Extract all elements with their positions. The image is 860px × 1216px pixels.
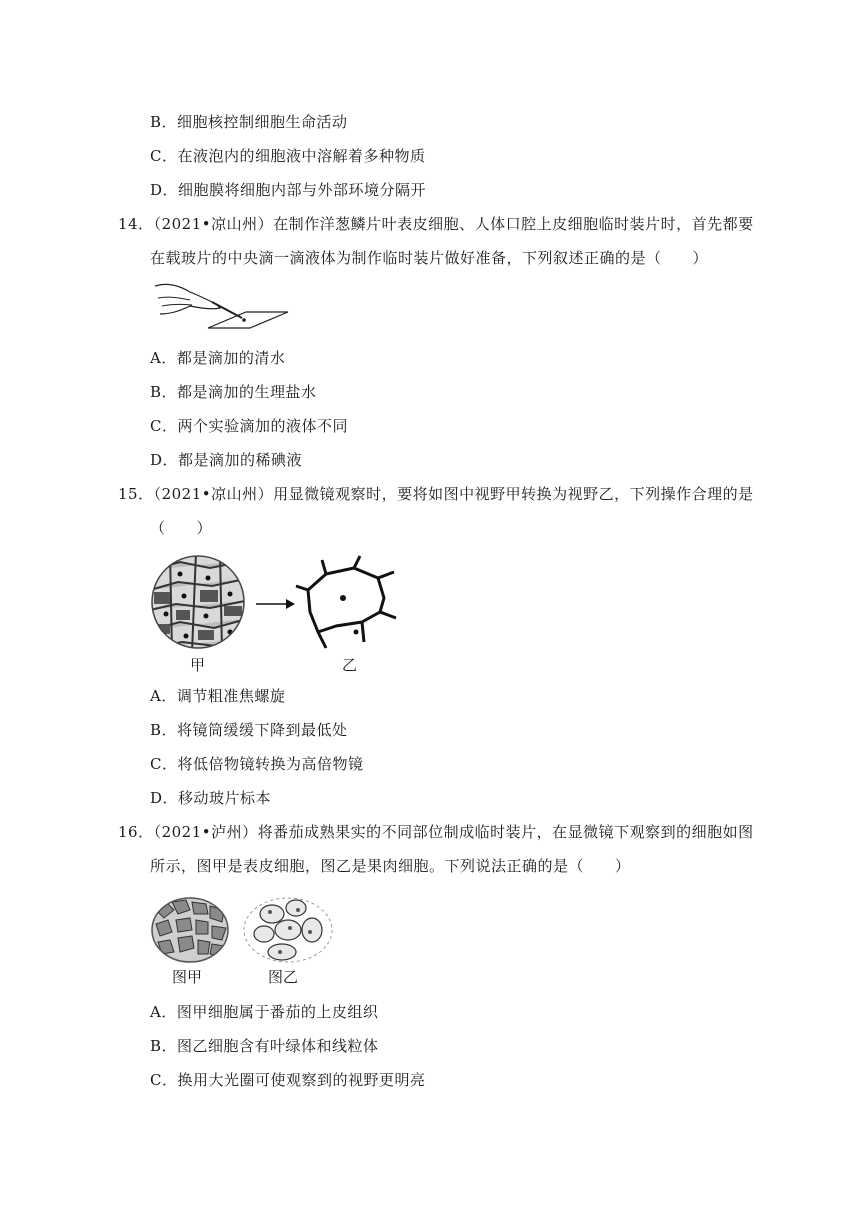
q14-stem-line2: 在载玻片的中央滴一滴液体为制作临时装片做好准备，下列叙述正确的是（ ） [150, 249, 709, 267]
q15-option-d: D．移动玻片标本 [150, 789, 272, 807]
field-b-cells [296, 556, 396, 648]
q16-fig-label-left: 图甲 [172, 968, 203, 986]
q15-number: 15． [118, 485, 154, 503]
q14-option-b: B．都是滴加的生理盐水 [150, 383, 317, 401]
q16-option-b: B．图乙细胞含有叶绿体和线粒体 [150, 1037, 379, 1055]
q14-stem-line1: 14．（2021•凉山州）在制作洋葱鳞片叶表皮细胞、人体口腔上皮细胞临时装片时，首先都要 [118, 215, 754, 233]
q13-option-b: B．细胞核控制细胞生命活动 [150, 113, 348, 131]
q14-option-d: D．都是滴加的稀碘液 [150, 451, 303, 469]
epidermal-cells [150, 896, 230, 964]
q14-option-a: A．都是滴加的清水 [150, 349, 286, 367]
q15-option-c: C．将低倍物镜转换为高倍物镜 [150, 755, 364, 773]
dropper-slide-illustration [150, 280, 290, 334]
q13-option-c: C．在液泡内的细胞液中溶解着多种物质 [150, 147, 426, 165]
pulp-cells [254, 900, 322, 960]
q14-option-c: C．两个实验滴加的液体不同 [150, 417, 348, 435]
q15-fig-label-left: 甲 [190, 656, 206, 674]
q15-fig-label-right: 乙 [342, 656, 358, 674]
q16-option-a: A．图甲细胞属于番茄的上皮组织 [150, 1003, 379, 1021]
q15-stem-line2: （ ） [150, 519, 213, 537]
q16-stem-line1: 16．（2021•泸州）将番茄成熟果实的不同部位制成临时装片，在显微镜下观察到的细胞如图 [118, 823, 754, 841]
microscope-field-comparison [150, 552, 400, 652]
q15-option-a: A．调节粗准焦螺旋 [150, 687, 286, 705]
q16-number: 16． [118, 823, 154, 841]
tomato-cells-illustration [150, 896, 340, 964]
q16-fig-label-right: 图乙 [268, 968, 299, 986]
field-a-cells [150, 552, 250, 652]
q15-option-b: B．将镜筒缓缓下降到最低处 [150, 721, 348, 739]
q14-number: 14． [118, 215, 154, 233]
q16-stem-line2: 所示，图甲是表皮细胞，图乙是果肉细胞。下列说法正确的是（ ） [150, 857, 631, 875]
q13-option-d: D．细胞膜将细胞内部与外部环境分隔开 [150, 181, 427, 199]
q15-stem-line1: 15．（2021•凉山州）用显微镜观察时，要将如图中视野甲转换为视野乙，下列操作合理的是 [118, 485, 754, 503]
q16-option-c: C．换用大光圈可使观察到的视野更明亮 [150, 1071, 426, 1089]
